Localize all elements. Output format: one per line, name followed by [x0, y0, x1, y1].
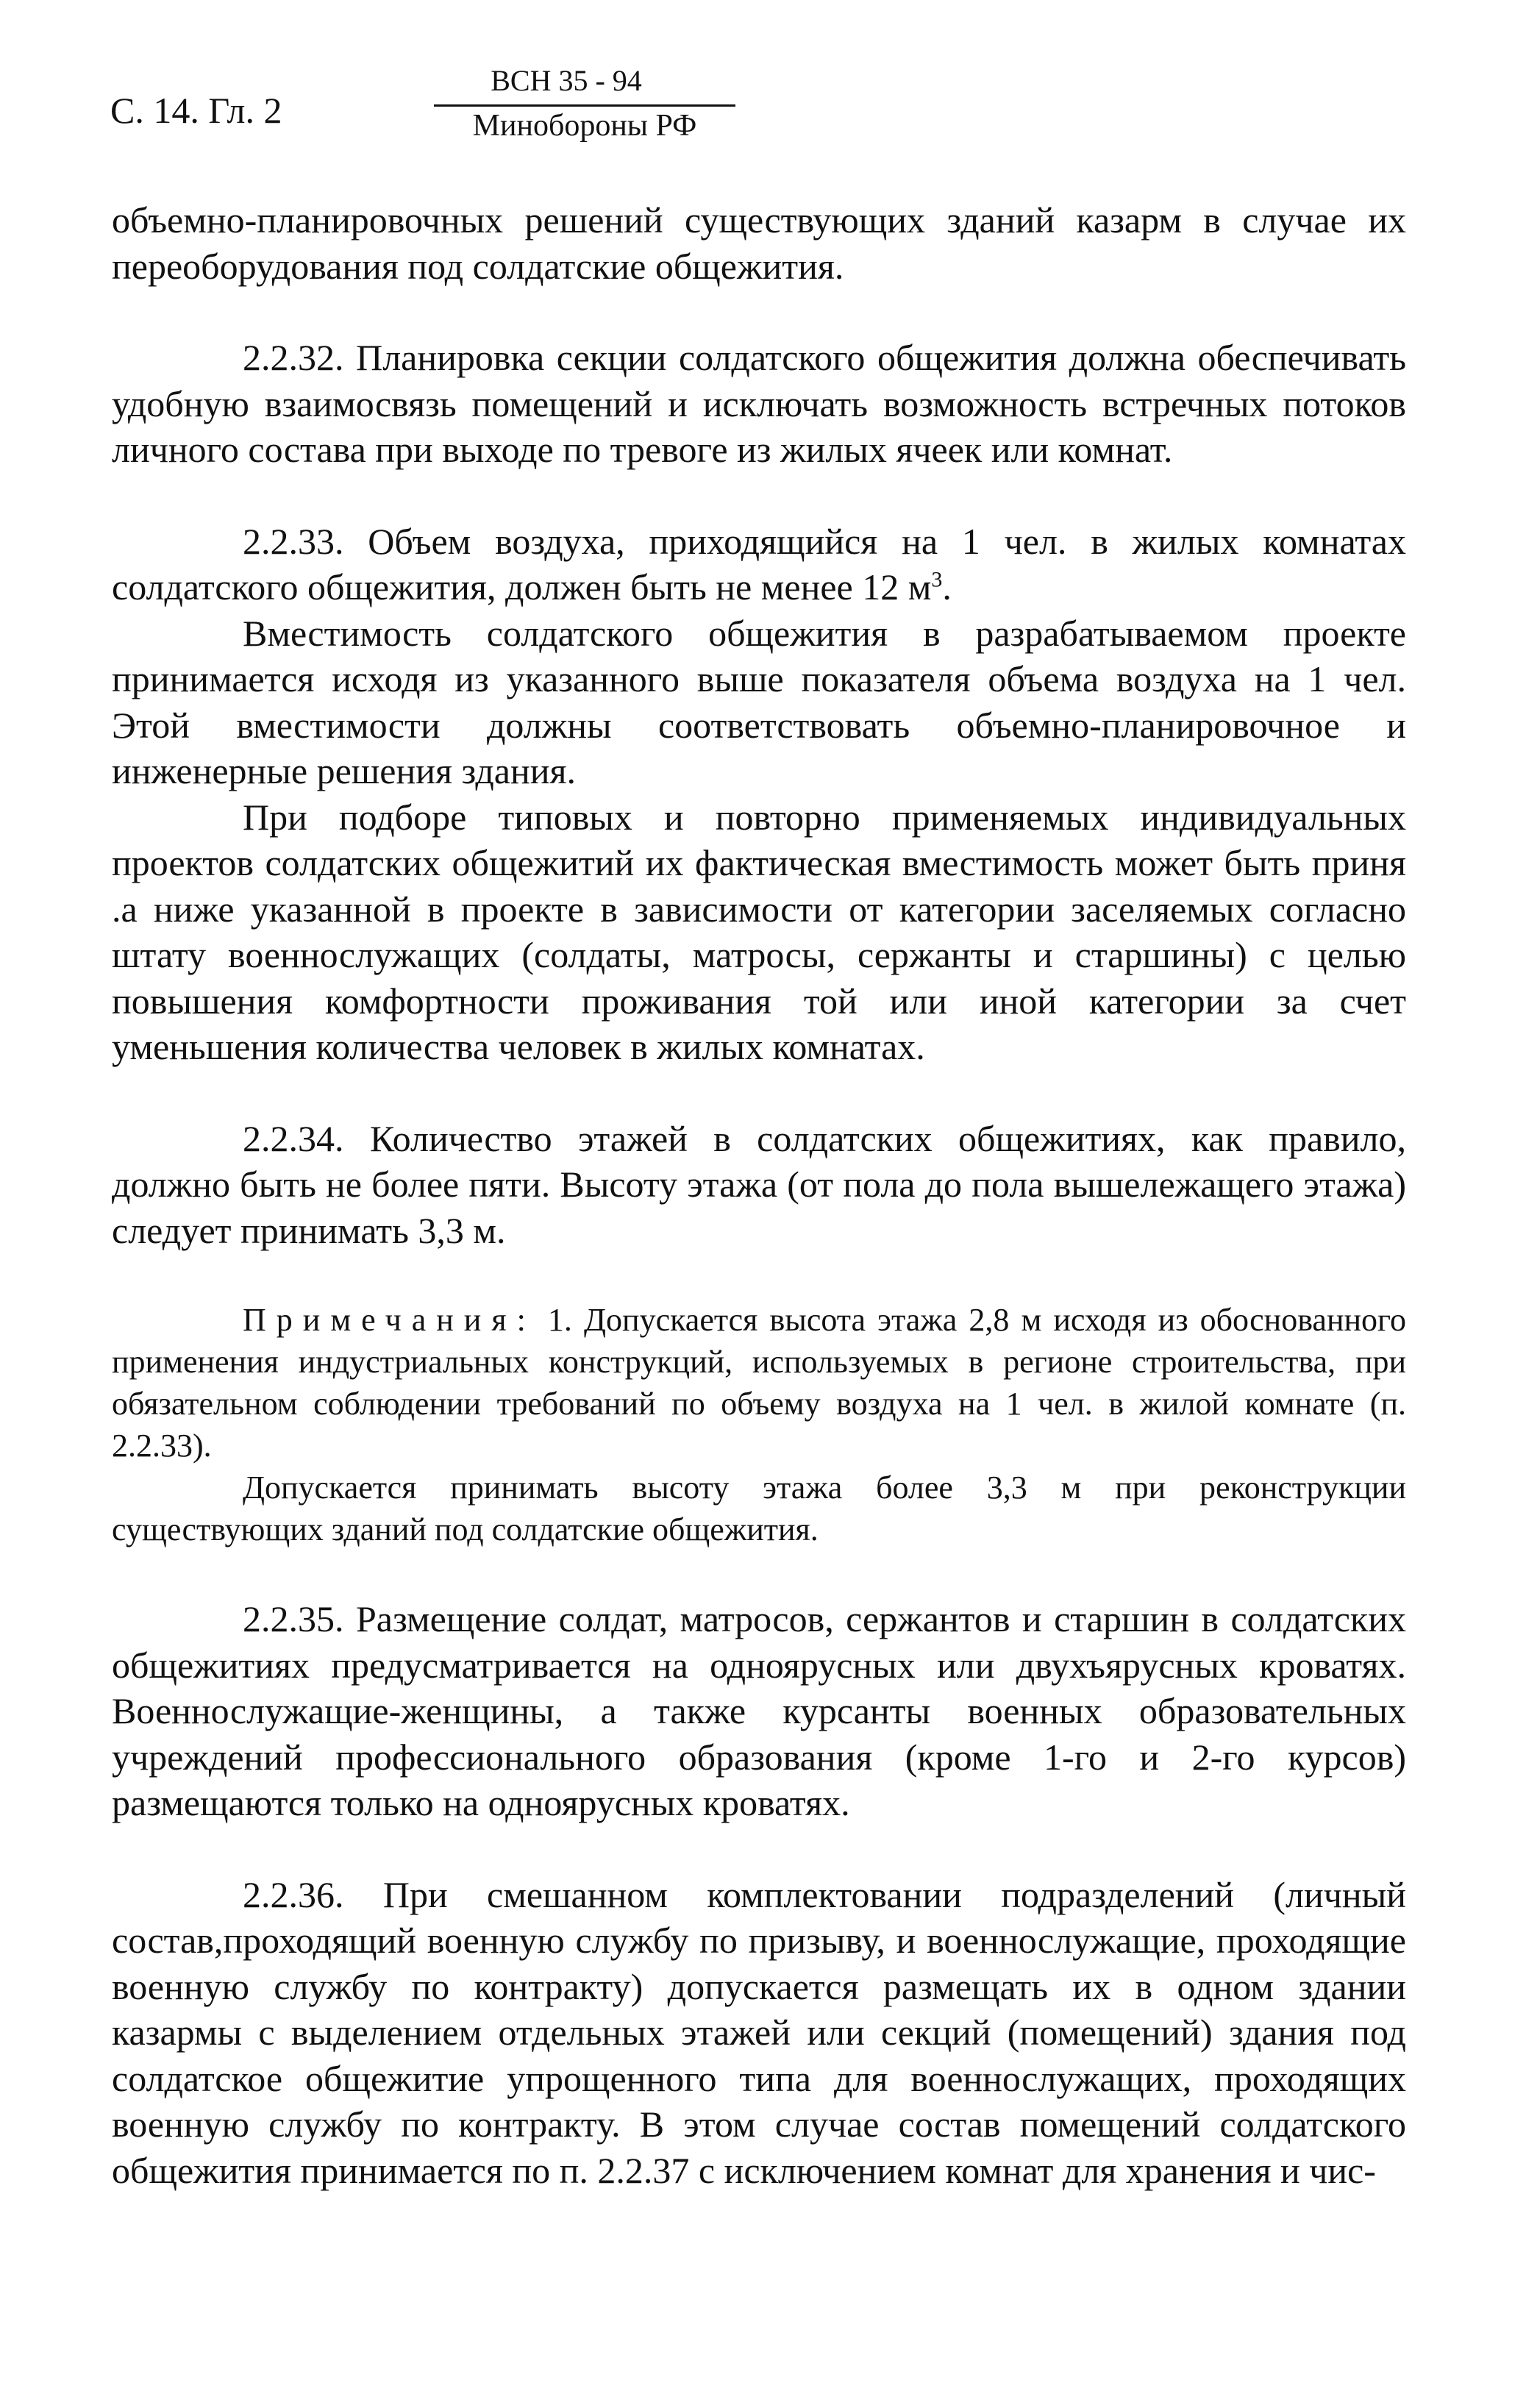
spacer	[112, 1550, 1406, 1596]
spacer	[112, 289, 1406, 335]
paragraph-2-2-33-text: 2.2.33. Объем воздуха, приходящийся на 1 чел. в жилых комнатах солдатского общежития, должен быть не менее 12 м	[112, 520, 1406, 608]
paragraph-2-2-36: 2.2.36. При смешанном комплектовании подразделений (личный состав,проходящий военную службу по призыву, и военнослужащие, проходящие военную службу по контракту) допускается размещать их в одном здании казармы с выделением отдельных этажей или секций (помещений) здания под солдатское общежитие упрощенного типа для военнослужащих, проходящих военную службу по контракту. В этом случае состав помещений солдатского общежития принимается по п. 2.2.37 с исключением комнат для хранения и чис-	[112, 1873, 1406, 2191]
page-number-chapter: С. 14. Гл. 2	[110, 90, 282, 131]
note-label: Примечания:	[243, 1302, 536, 1338]
paragraph-2-2-32: 2.2.32. Планировка секции солдатского общежития должна обеспечивать удобную взаимосвязь помещений и исключать возможность встречных потоков личного состава при выходе по тревоге из жилых ячеек или комнат.	[112, 337, 1406, 470]
document-body	[112, 197, 1406, 2193]
spacer	[112, 1826, 1406, 1872]
header-divider	[434, 104, 735, 107]
page-header	[110, 63, 697, 159]
paragraph-2-2-33-capacity: Вместимость солдатского общежития в разрабатываемом проекте принимается исходя из указанного выше показателя объема воздуха на 1 чел. Этой вместимости должны соответствовать объемно-планировочное и инженерные решения здания.	[112, 612, 1406, 791]
note-block	[112, 1299, 1406, 1467]
paragraph-2-2-33-selection: При подборе типовых и повторно применяемых индивидуальных проектов солдатских общежитий их фактическая вместимость может быть приня .а ниже указанной в проекте в зависимости от категории заселяемых согласно штату военнослужащих (солдаты, матросы, сержанты и старшины) с целью повышения комфортности проживания той или иной категории за счет уменьшения количества человек в жилых комнатах.	[112, 796, 1406, 1067]
paragraph-2-2-33-end: .	[942, 566, 952, 608]
note-item-1: 1. Допускается высота этажа 2,8 м исходя из обоснованного применения индустриальных конструкций, используемых в регионе строительства, при обязательном соблюдении требований по объему воздуха на 1 чел. в жилой комнате (п. 2.2.33).	[112, 1302, 1406, 1464]
cubic-superscript: 3	[931, 567, 943, 592]
spacer	[112, 1253, 1406, 1299]
paragraph-2-2-33	[112, 519, 1406, 610]
paragraph-continuation: объемно-планировочных решений существующих зданий казарм в случае их переоборудования под солдатские общежития.	[112, 199, 1406, 287]
paragraph-2-2-34: 2.2.34. Количество этажей в солдатских общежитиях, как правило, должно быть не более пяти. Высоту этажа (от пола до пола вышележащего этажа) следует принимать 3,3 м.	[112, 1117, 1406, 1251]
paragraph-2-2-35: 2.2.35. Размещение солдат, матросов, сержантов и старшин в солдатских общежитиях предусматривается на одноярусных или двухъярусных кроватях. Военнослужащие-женщины, а также курсанты военных образовательных учреждений профессионального образования (кроме 1-го и 2-го курсов) размещаются только на одноярусных кроватях.	[112, 1598, 1406, 1823]
spacer	[112, 1070, 1406, 1116]
note-item-2: Допускается принимать высоту этажа более 3,3 м при реконструкции существующих зданий под солдатские общежития.	[112, 1470, 1406, 1547]
issuing-organization: Минобороны РФ	[472, 109, 697, 143]
standard-code: ВСН 35 - 94	[491, 64, 642, 97]
spacer	[112, 473, 1406, 519]
